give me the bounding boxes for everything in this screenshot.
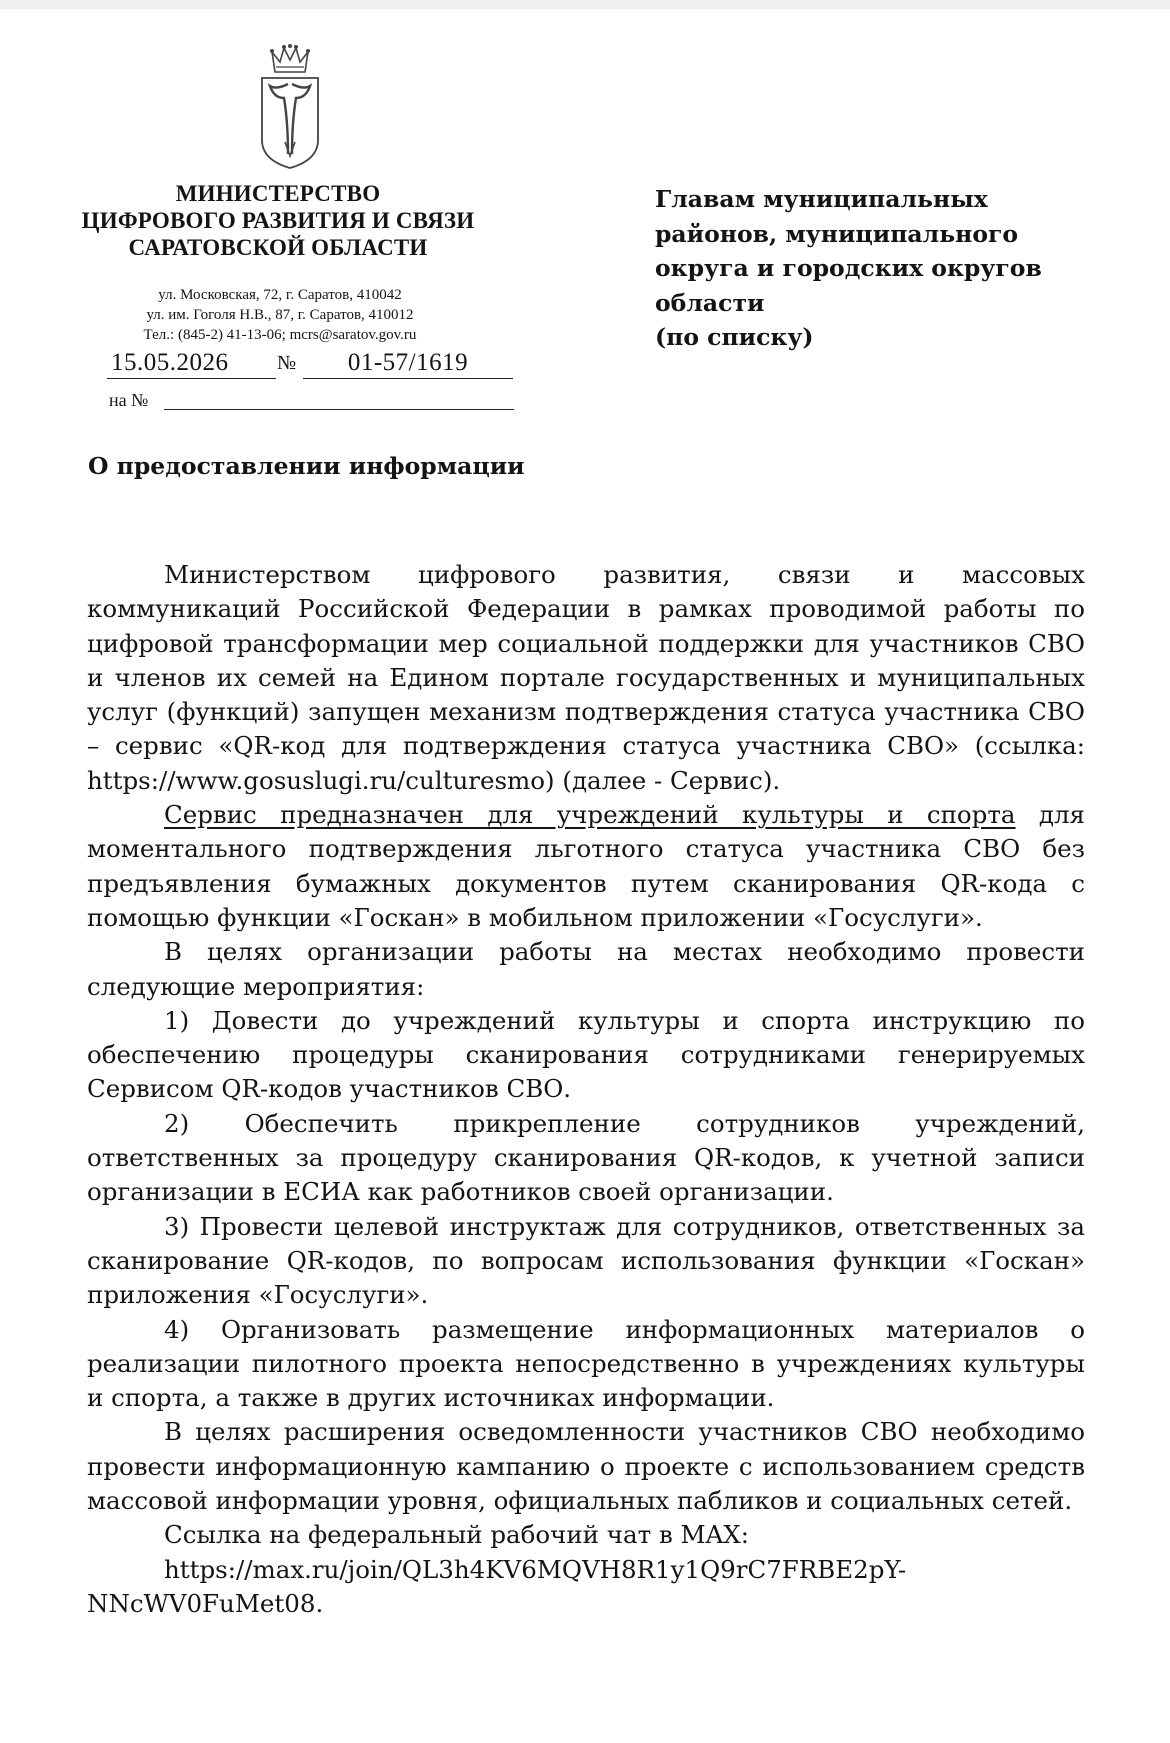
paragraph-measures-intro: В целях организации работы на местах необходимо провести следующие мероприятия: <box>87 937 1085 1001</box>
list-item-4: 4) Организовать размещение информационных материалов о реализации пилотного проекта непосредственно в учреждениях культуры и спорта, а также в других источниках информации. <box>87 1314 1085 1413</box>
address-line-1: ул. Московская, 72, г. Саратов, 410042 <box>158 287 402 303</box>
paragraph-intro: Министерством цифрового развития, связи и массовых коммуникаций Российской Федерации в рамках проводимой работы по цифровой трансформации мер социальной поддержки для участников СВО и членов их семей на Едином портале государственных и муниципальных услуг (функций) запущен механизм подтверждения статуса участника СВО – сервис «QR-код для подтверждения статуса участника СВО» (ссылка: https://www.gosuslugi.ru/culturesmo) (далее - Сервис). <box>87 560 1085 795</box>
list-item-1: 1) Довести до учреждений культуры и спорта инструкцию по обеспечению процедуры сканирования сотрудниками генерируемых Сервисом QR-кодов участников СВО. <box>87 1005 1085 1104</box>
letter-subject: О предоставлении информации <box>88 452 525 480</box>
registration-number: 01-57/1619 <box>303 348 513 379</box>
recipient-line-5: (по списку) <box>655 323 814 351</box>
recipient-line-1: Главам муниципальных <box>655 185 988 213</box>
reply-reference <box>109 390 514 416</box>
recipient-line-3: округа и городских округов <box>655 254 1042 282</box>
reply-label: на № <box>109 390 149 410</box>
number-sign: № <box>277 352 297 374</box>
paragraph-chat-link: Ссылка на федеральный рабочий чат в MAX: <box>164 1520 749 1550</box>
registration-line <box>107 348 517 378</box>
letter-body <box>87 558 1085 1621</box>
paragraph-campaign: В целях расширения осведомленности участников СВО необходимо провести информационную кампанию о проекте с использованием средств массовой информации уровня, официальных пабликов и социальных сетей. <box>87 1417 1085 1516</box>
list-item-3: 3) Провести целевой инструктаж для сотрудников, ответственных за сканирование QR-кодов, по вопросам использования функции «Госкан» приложения «Госуслуги». <box>87 1211 1085 1310</box>
organization-address <box>100 285 460 345</box>
org-line-3: САРАТОВСКОЙ ОБЛАСТИ <box>128 235 428 260</box>
org-line-2: ЦИФРОВОГО РАЗВИТИЯ И СВЯЗИ <box>81 208 475 233</box>
organization-name <box>78 180 478 261</box>
reply-blank-line <box>164 409 514 410</box>
top-edge <box>0 0 1170 9</box>
address-line-2: ул. им. Гоголя Н.В., 87, г. Саратов, 410012 <box>146 307 414 323</box>
chat-link[interactable] <box>87 1553 1085 1622</box>
org-line-1: МИНИСТЕРСТВО <box>175 181 381 206</box>
paragraph-service <box>87 798 1085 935</box>
service-purpose-underlined: Сервис предназначен для учреждений культуры и спорта <box>164 800 1016 830</box>
recipient-line-4: области <box>655 288 765 317</box>
address-line-3: Тел.: (845-2) 41-13-06; mcrs@saratov.gov.ru <box>143 327 417 343</box>
chat-link-part-1[interactable]: https://max.ru/join/QL3h4KV6MQVH8R1y1Q9rC7FRBE2pY- <box>164 1554 907 1584</box>
registration-date: 15.05.2026 <box>107 348 276 379</box>
chat-link-part-2[interactable]: NNcWV0FuMet08. <box>87 1588 324 1618</box>
list-item-2: 2) Обеспечить прикрепление сотрудников учреждений, ответственных за процедуру сканирования QR-кодов, к учетной записи организации в ЕСИА как работников своей организации. <box>87 1108 1085 1207</box>
coat-of-arms-icon <box>258 42 322 172</box>
recipient-block <box>655 182 1095 355</box>
recipient-line-2: районов, муниципального <box>655 219 1019 248</box>
service-purpose-rest: для моментального подтверждения льготного статуса участника СВО без предъявления бумажных документов путем сканирования QR-кода с помощью функции «Госкан» в мобильном приложении «Госуслуги». <box>87 800 1085 932</box>
